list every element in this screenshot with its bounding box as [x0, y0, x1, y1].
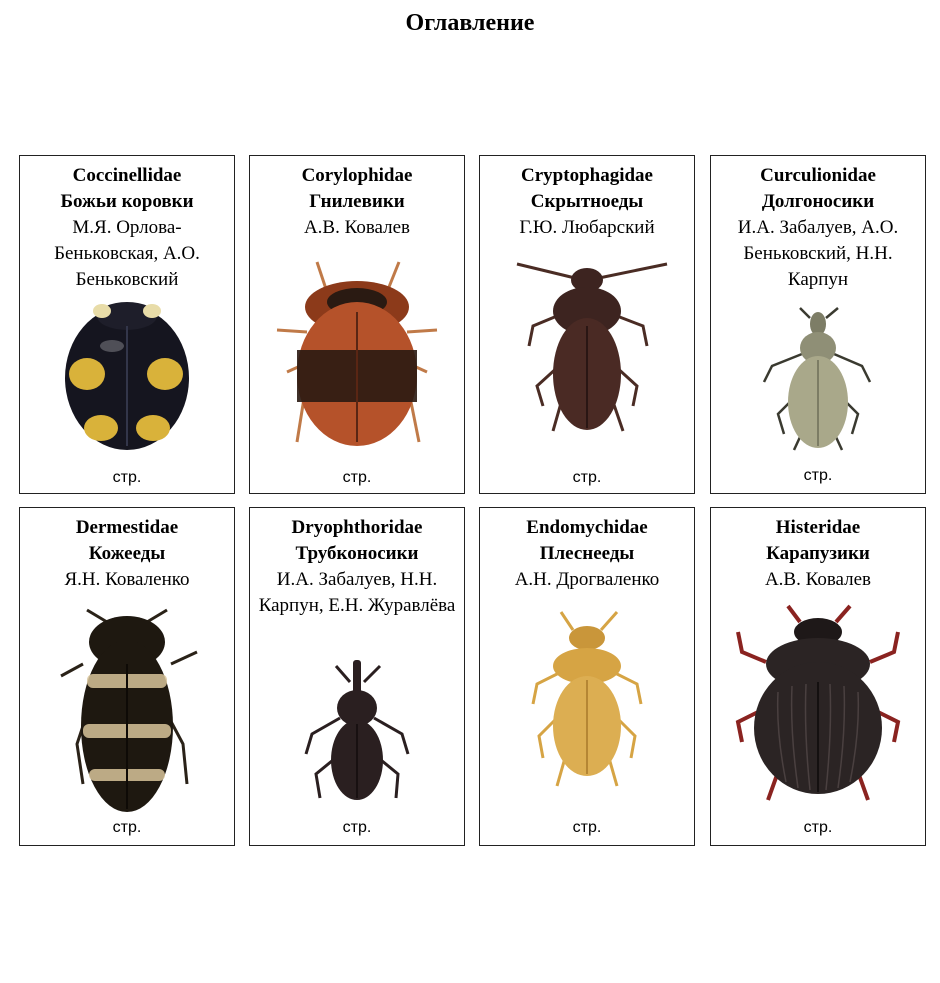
russian-name: Кожееды — [88, 543, 166, 564]
authors: Я.Н. Коваленко — [64, 569, 190, 590]
family-name: Histeridae — [775, 517, 861, 538]
dermestid-beetle-icon — [20, 604, 234, 814]
family-name: Corylophidae — [301, 165, 413, 186]
toc-card-corylophidae[interactable] — [249, 155, 465, 494]
histerid-beetle-icon — [711, 602, 925, 802]
page-number-label: стр. — [112, 469, 142, 486]
authors: А.В. Ковалев — [764, 569, 872, 590]
authors: И.А. Забалуев, Н.Н. Карпун, Е.Н. Журавлёва — [258, 569, 456, 616]
page-title: Оглавление — [405, 10, 535, 36]
weevil-icon — [711, 304, 925, 454]
toc-card-curculionidae[interactable] — [710, 155, 926, 494]
toc-card-dermestidae[interactable] — [19, 507, 235, 846]
russian-name: Скрытноеды — [530, 191, 644, 212]
authors: А.Н. Дрогваленко — [514, 569, 660, 590]
page-number-label: стр. — [342, 469, 372, 486]
toc-card-coccinellidae[interactable] — [19, 155, 235, 494]
authors: М.Я. Орлова-Беньковская, А.О. Беньковский — [54, 217, 200, 290]
russian-name: Плеснееды — [539, 543, 635, 564]
page-number-label: стр. — [112, 819, 142, 836]
ladybird-beetle-icon — [20, 296, 234, 456]
family-name: Dermestidae — [75, 517, 179, 538]
page-number-label: стр. — [803, 467, 833, 484]
family-name: Curculionidae — [760, 165, 876, 186]
corylophid-beetle-icon — [250, 252, 464, 452]
authors: А.В. Ковалев — [303, 217, 411, 238]
toc-card-dryophthoridae[interactable] — [249, 507, 465, 846]
russian-name: Божьи коровки — [60, 191, 194, 212]
endomychid-beetle-icon — [480, 608, 694, 788]
cryptophagid-beetle-icon — [480, 256, 694, 436]
page-number-label: стр. — [803, 819, 833, 836]
snout-beetle-icon — [250, 658, 464, 808]
russian-name: Карапузики — [766, 543, 870, 564]
page-number-label: стр. — [342, 819, 372, 836]
toc-card-histeridae[interactable] — [710, 507, 926, 846]
toc-card-cryptophagidae[interactable] — [479, 155, 695, 494]
page-number-label: стр. — [572, 469, 602, 486]
toc-card-endomychidae[interactable] — [479, 507, 695, 846]
russian-name: Гнилевики — [309, 191, 405, 212]
authors: Г.Ю. Любарский — [519, 217, 655, 238]
russian-name: Долгоносики — [761, 191, 875, 212]
family-name: Cryptophagidae — [521, 165, 653, 186]
family-name: Coccinellidae — [72, 165, 182, 186]
authors: И.А. Забалуев, А.О. Беньковский, Н.Н. Карпун — [737, 217, 899, 290]
russian-name: Трубконосики — [295, 543, 419, 564]
family-name: Dryophthoridae — [291, 517, 423, 538]
family-name: Endomychidae — [526, 517, 648, 538]
page-number-label: стр. — [572, 819, 602, 836]
